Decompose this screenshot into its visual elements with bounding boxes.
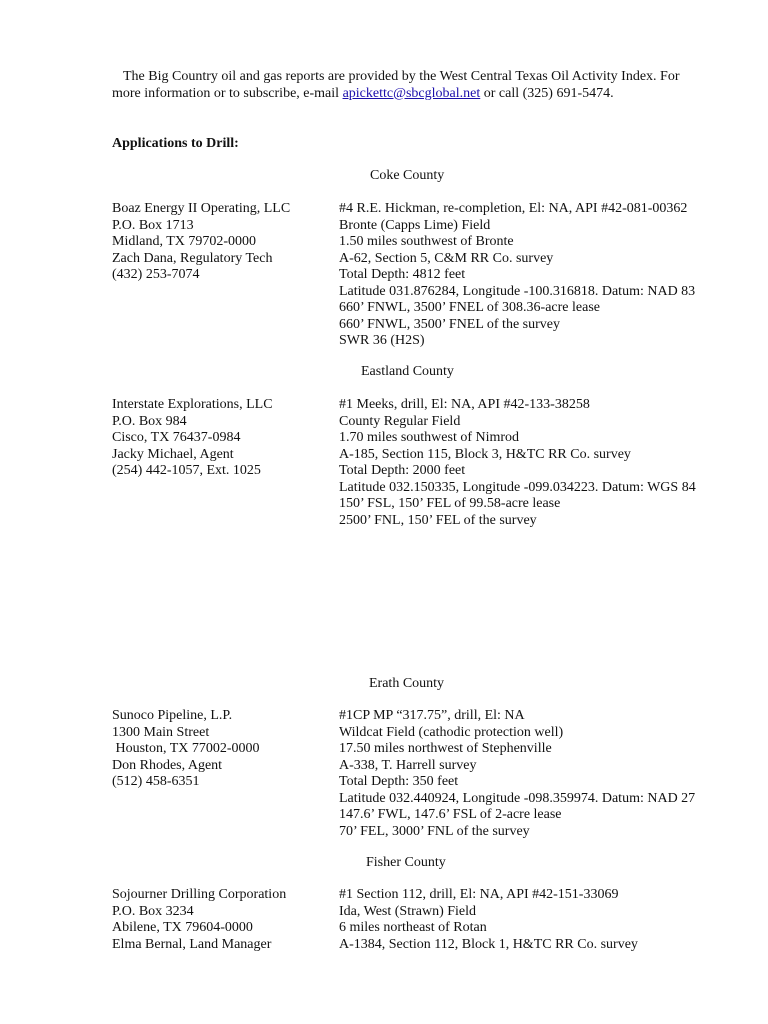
email-link[interactable]: apickettc@sbcglobal.net [342, 85, 481, 101]
operator-block [112, 887, 332, 953]
well-detail-line: 660’ FNWL, 3500’ FNEL of 308.36-acre lease [339, 300, 600, 315]
operator-contact: Jacky Michael, Agent [112, 446, 234, 462]
well-detail-line: Latitude 032.440924, Longitude -098.359974. Datum: NAD 27 [339, 790, 696, 806]
well-detail-line: Ida, West (Strawn) Field [339, 903, 477, 919]
operator-address: 1300 Main Street [112, 724, 210, 740]
operator-contact: Elma Bernal, Land Manager [112, 936, 272, 952]
well-detail-line: 2500’ FNL, 150’ FEL of the survey [339, 512, 537, 528]
section-title: Applications to Drill: [112, 136, 239, 151]
operator-name: Interstate Explorations, LLC [112, 397, 273, 412]
operator-city: Abilene, TX 79604-0000 [112, 920, 253, 935]
county-heading: Coke County [370, 168, 445, 183]
operator-phone: (254) 442-1057, Ext. 1025 [112, 463, 261, 478]
well-detail-line: Total Depth: 4812 feet [339, 267, 466, 282]
well-detail-line: 6 miles northeast of Rotan [339, 920, 487, 935]
county-heading: Eastland County [361, 364, 454, 379]
well-detail-line: Latitude 031.876284, Longitude -100.316818. Datum: NAD 83 [339, 283, 696, 299]
intro-line-2: more information or to subscribe, e-mail apickettc@sbcglobal.net or call (325) 691-5474. [112, 85, 614, 101]
operator-block [112, 201, 332, 284]
operator-address: P.O. Box 984 [112, 413, 187, 429]
well-details [339, 397, 749, 529]
well-detail-line: 1.50 miles southwest of Bronte [339, 234, 514, 249]
well-details [339, 201, 749, 350]
well-detail-line: 70’ FEL, 3000’ FNL of the survey [339, 823, 530, 839]
operator-city: Houston, TX 77002-0000 [112, 741, 260, 756]
well-details [339, 708, 749, 840]
operator-block [112, 708, 332, 791]
well-detail-line: #4 R.E. Hickman, re-completion, El: NA, API #42-081-00362 [339, 201, 688, 216]
well-details [339, 887, 749, 953]
operator-city: Cisco, TX 76437-0984 [112, 430, 241, 445]
well-detail-line: Total Depth: 350 feet [339, 774, 459, 789]
well-detail-line: A-1384, Section 112, Block 1, H&TC RR Co. survey [339, 936, 638, 952]
well-detail-line: A-338, T. Harrell survey [339, 757, 477, 773]
operator-block [112, 397, 332, 480]
well-detail-line: #1 Meeks, drill, El: NA, API #42-133-38258 [339, 397, 590, 412]
well-detail-line: Bronte (Capps Lime) Field [339, 217, 491, 233]
operator-contact: Zach Dana, Regulatory Tech [112, 250, 273, 266]
operator-city: Midland, TX 79702-0000 [112, 234, 257, 249]
intro-line-1: The Big Country oil and gas reports are provided by the West Central Texas Oil Activity Index. For [123, 69, 680, 84]
county-heading: Erath County [369, 676, 445, 691]
well-detail-line: 1.70 miles southwest of Nimrod [339, 430, 520, 445]
operator-contact: Don Rhodes, Agent [112, 757, 223, 773]
well-detail-line: County Regular Field [339, 413, 461, 429]
well-detail-line: 17.50 miles northwest of Stephenville [339, 741, 552, 756]
well-detail-line: Total Depth: 2000 feet [339, 463, 466, 478]
county-heading: Fisher County [366, 855, 446, 870]
intro-paragraph [112, 69, 680, 102]
well-detail-line: A-185, Section 115, Block 3, H&TC RR Co. survey [339, 446, 631, 462]
operator-name: Sojourner Drilling Corporation [112, 887, 287, 902]
well-detail-line: 150’ FSL, 150’ FEL of 99.58-acre lease [339, 496, 561, 511]
operator-phone: (512) 458-6351 [112, 774, 200, 789]
operator-address: P.O. Box 3234 [112, 903, 194, 919]
operator-phone: (432) 253-7074 [112, 267, 200, 282]
well-detail-line: Latitude 032.150335, Longitude -099.034223. Datum: WGS 84 [339, 479, 696, 495]
well-detail-line: SWR 36 (H2S) [339, 333, 425, 348]
well-detail-line: 660’ FNWL, 3500’ FNEL of the survey [339, 316, 560, 332]
well-detail-line: Wildcat Field (cathodic protection well) [339, 724, 564, 740]
operator-address: P.O. Box 1713 [112, 217, 194, 233]
well-detail-line: #1CP MP “317.75”, drill, El: NA [339, 708, 525, 723]
well-detail-line: 147.6’ FWL, 147.6’ FSL of 2-acre lease [339, 807, 562, 822]
operator-name: Sunoco Pipeline, L.P. [112, 708, 233, 723]
well-detail-line: A-62, Section 5, C&M RR Co. survey [339, 250, 554, 266]
operator-name: Boaz Energy II Operating, LLC [112, 201, 291, 216]
well-detail-line: #1 Section 112, drill, El: NA, API #42-151-33069 [339, 887, 619, 902]
